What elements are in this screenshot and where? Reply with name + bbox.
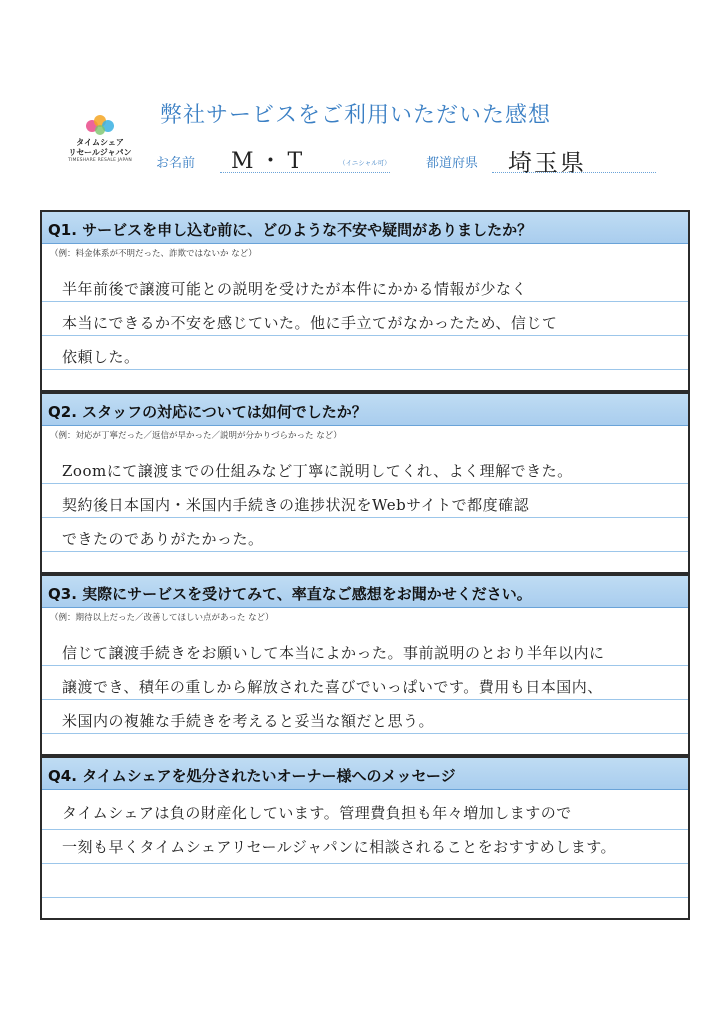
answer-line: 米国内の複雑な手続きを考えると妥当な額だと思う。 <box>62 712 435 730</box>
name-underline <box>220 172 390 173</box>
answer-area <box>42 262 688 390</box>
respondent-info-row <box>156 146 656 177</box>
question-box-q2 <box>40 392 690 574</box>
answer-line: 依頼した。 <box>62 348 140 366</box>
page-title: 弊社サービスをご利用いただいた感想 <box>160 103 552 128</box>
prefecture-value: 埼玉県 <box>508 149 586 177</box>
logo-text-line2: リセールジャパン <box>68 148 132 157</box>
answer-area <box>42 790 688 918</box>
answer-line: 本当にできるか不安を感じていた。他に手立てがなかったため、信じて <box>62 314 558 332</box>
logo-icon <box>82 112 118 138</box>
answer-line: タイムシェアは負の財産化しています。管理費負担も年々増加しますので <box>62 804 572 822</box>
answer-line: Zoomにて譲渡までの仕組みなど丁寧に説明してくれ、よく理解できた。 <box>62 462 573 480</box>
question-example: （例：期待以上だった／改善してほしい点があった など） <box>50 613 274 623</box>
answer-line: 半年前後で譲渡可能との説明を受けたが本件にかかる情報が少なく <box>62 280 528 298</box>
name-value: M・T <box>231 149 309 174</box>
logo-text-line3: TIMESHARE RESALE JAPAN <box>68 158 132 163</box>
question-box-q1 <box>40 210 690 392</box>
question-heading: Q3. 実際にサービスを受けてみて、率直なご感想をお聞かせください。 <box>42 576 688 608</box>
question-heading: Q2. スタッフの対応については如何でしたか？ <box>42 394 688 426</box>
answer-area <box>42 626 688 754</box>
question-heading: Q4. タイムシェアを処分されたいオーナー様へのメッセージ <box>42 758 688 790</box>
answer-line: 一刻も早くタイムシェアリセールジャパンに相談されることをおすすめします。 <box>62 838 617 856</box>
logo-text-line1: タイムシェア <box>76 138 124 147</box>
question-heading: Q1. サービスを申し込む前に、どのような不安や疑問がありましたか？ <box>42 212 688 244</box>
answer-line: できたのでありがたかった。 <box>62 530 264 548</box>
answer-line: 譲渡でき、積年の重しから解放された喜びでいっぱいです。費用も日本国内、 <box>62 678 603 696</box>
question-example: （例：料金体系が不明だった、詐欺ではないか など） <box>50 249 257 259</box>
company-logo <box>60 112 140 182</box>
question-box-q3 <box>40 574 690 756</box>
question-box-q4 <box>40 756 690 920</box>
answer-line: 信じて譲渡手続きをお願いして本当によかった。事前説明のとおり半年以内に <box>62 644 605 662</box>
prefecture-underline <box>492 172 656 173</box>
answer-area <box>42 444 688 572</box>
name-label: お名前 <box>156 156 196 171</box>
question-example: （例：対応が丁寧だった／返信が早かった／説明が分かりづらかった など） <box>50 431 342 441</box>
name-note: （イニシャル可） <box>339 159 391 167</box>
answer-line: 契約後日本国内・米国内手続きの進捗状況をWebサイトで都度確認 <box>62 496 530 514</box>
prefecture-label: 都道府県 <box>426 156 479 171</box>
